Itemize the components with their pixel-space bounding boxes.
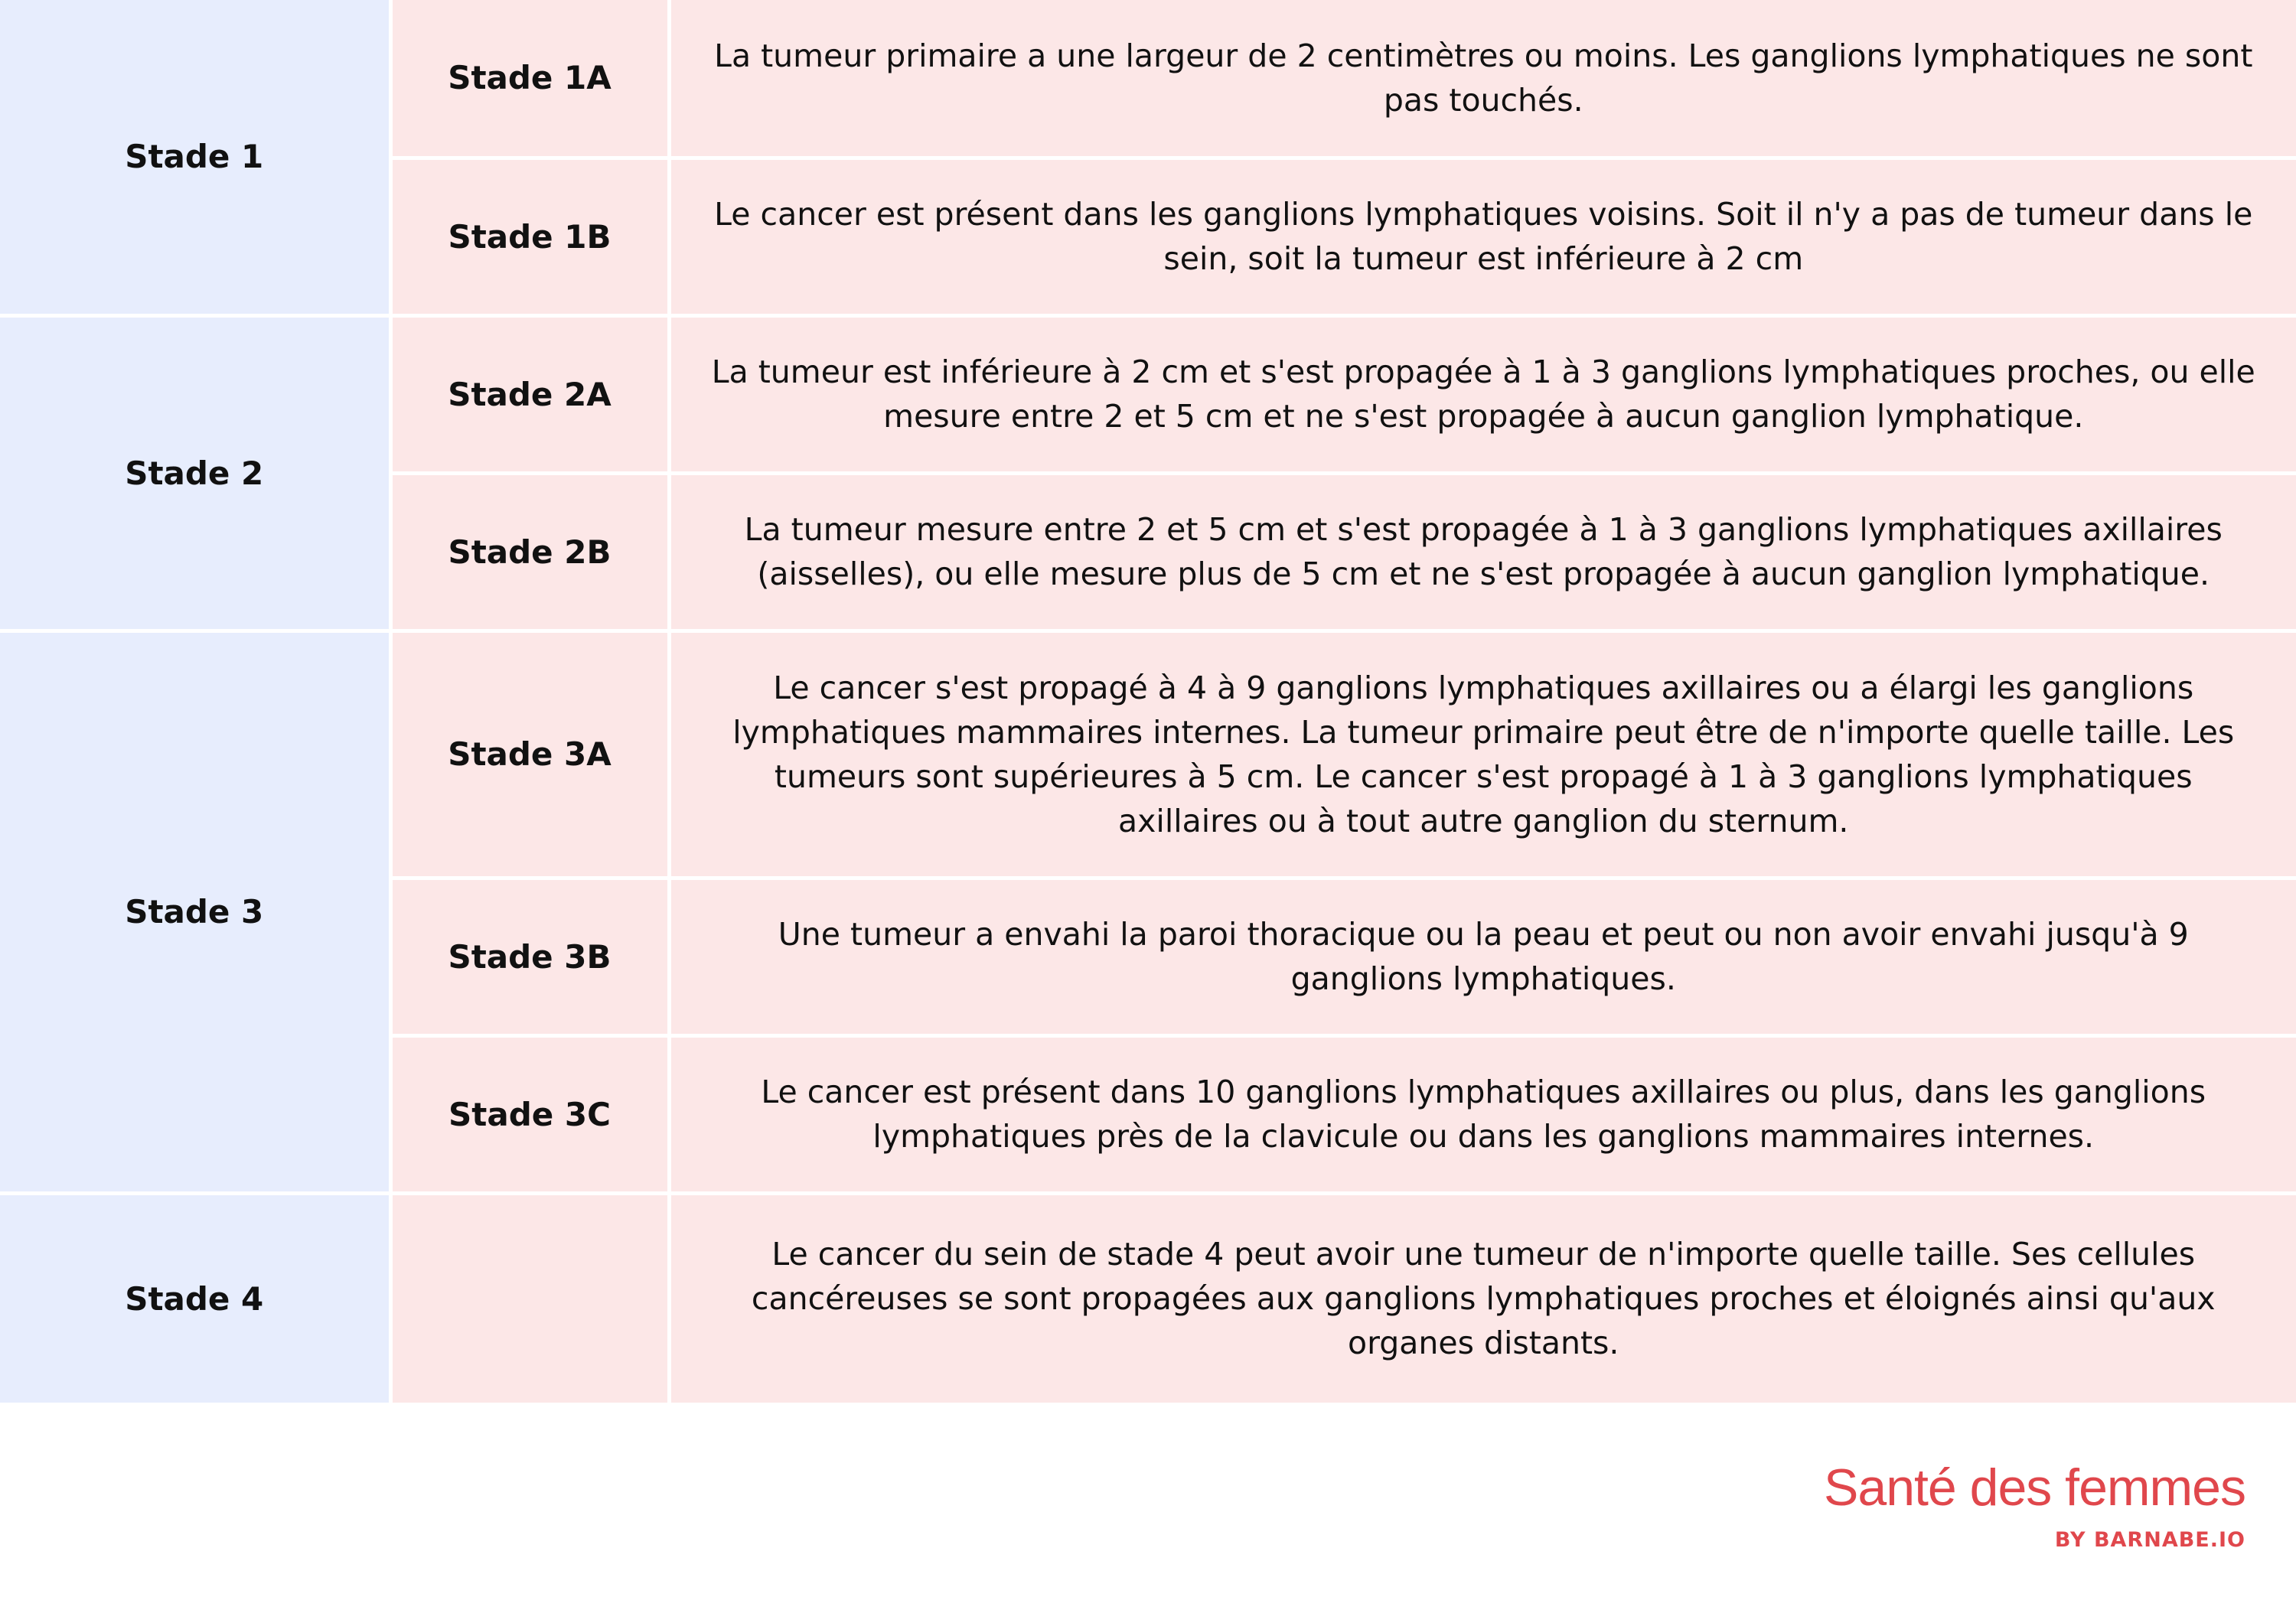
stage-description: La tumeur mesure entre 2 et 5 cm et s'est propagée à 1 à 3 ganglions lymphatiques axillaires (aisselles), ou elle mesure plus de 5 cm et ne s'est propagée à aucun ganglion lymphatique. bbox=[669, 473, 2296, 631]
stage-description: La tumeur est inférieure à 2 cm et s'est propagée à 1 à 3 ganglions lymphatiques proches, ou elle mesure entre 2 et 5 cm et ne s'est propagée à aucun ganglion lymphatique. bbox=[669, 315, 2296, 473]
table-row bbox=[0, 631, 2296, 878]
substage-label: Stade 1A bbox=[390, 0, 669, 158]
stage-description: Le cancer est présent dans les ganglions lymphatiques voisins. Soit il n'y a pas de tumeur dans le sein, soit la tumeur est inférieure à 2 cm bbox=[669, 158, 2296, 315]
stage-label: Stade 3 bbox=[0, 631, 390, 1193]
table-row bbox=[0, 1193, 2296, 1403]
substage-label: Stade 1B bbox=[390, 158, 669, 315]
stage-label: Stade 4 bbox=[0, 1193, 390, 1403]
stage-description: La tumeur primaire a une largeur de 2 centimètres ou moins. Les ganglions lymphatiques ne sont pas touchés. bbox=[669, 0, 2296, 158]
stage-label: Stade 1 bbox=[0, 0, 390, 315]
stage-description: Le cancer est présent dans 10 ganglions lymphatiques axillaires ou plus, dans les ganglions lymphatiques près de la clavicule ou dans les ganglions mammaires internes. bbox=[669, 1035, 2296, 1193]
substage-label: Stade 3A bbox=[390, 631, 669, 878]
brand-name: Santé des femmes bbox=[1824, 1458, 2245, 1517]
stage-label: Stade 2 bbox=[0, 315, 390, 631]
table-row bbox=[0, 0, 2296, 158]
substage-label: Stade 2A bbox=[390, 315, 669, 473]
substage-label bbox=[390, 1193, 669, 1403]
brand-byline: BY BARNABE.IO bbox=[2054, 1528, 2245, 1552]
table-row bbox=[0, 315, 2296, 473]
stage-description: Une tumeur a envahi la paroi thoracique ou la peau et peut ou non avoir envahi jusqu'à 9 ganglions lymphatiques. bbox=[669, 878, 2296, 1035]
substage-label: Stade 3C bbox=[390, 1035, 669, 1193]
stage-description: Le cancer du sein de stade 4 peut avoir une tumeur de n'importe quelle taille. Ses cellules cancéreuses se sont propagées aux ganglions lymphatiques proches et éloignés ainsi qu'aux organes distants. bbox=[669, 1193, 2296, 1403]
substage-label: Stade 3B bbox=[390, 878, 669, 1035]
brand-logo bbox=[1824, 1458, 2245, 1553]
substage-label: Stade 2B bbox=[390, 473, 669, 631]
stage-description: Le cancer s'est propagé à 4 à 9 ganglions lymphatiques axillaires ou a élargi les ganglions lymphatiques mammaires internes. La tumeur primaire peut être de n'importe quelle taille. Les tumeurs sont supérieures à 5 cm. Le cancer s'est propagé à 1 à 3 ganglions lymphatiques axillaires ou à tout autre ganglion du sternum. bbox=[669, 631, 2296, 878]
